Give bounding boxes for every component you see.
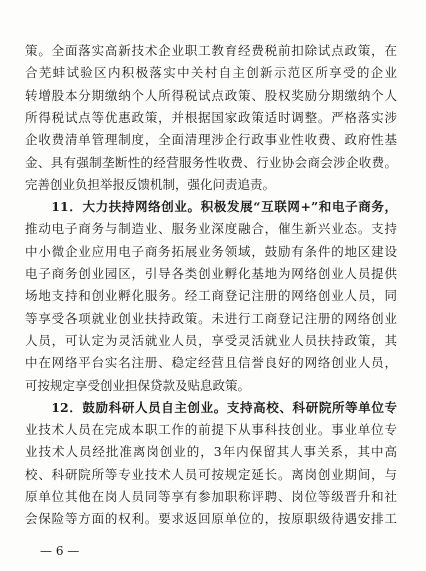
text-line: 业技术人员在完成本职工作的前提下从事科技创业。事业单位专 [25, 422, 397, 438]
text-line: 场地支持和创业孵化服务。经工商登记注册的网络创业人员，同 [25, 288, 397, 304]
page-number: — 6 — [40, 544, 80, 558]
text-line: 合芜蚌试验区内积极落实中关村自主创新示范区所享受的企业 [25, 65, 397, 81]
text-line: 人员，可认定为灵活就业人员，享受灵活就业人员扶持政策，其 [25, 332, 397, 348]
text-line: 校、科研院所等专业技术人员可按规定延长。离岗创业期间，与 [25, 466, 397, 482]
section-heading: 11．大力扶持网络创业。积极发展“互联网+”和电子商务， [25, 199, 397, 215]
text-line: 金、具有强制垄断性的经营服务性收费、行业协会商会涉企收费。 [25, 154, 397, 170]
text-line: 完善创业负担举报反馈机制，强化问责追责。 [25, 176, 276, 192]
section-heading: 12．鼓励科研人员自主创业。支持高校、科研院所等单位专 [25, 399, 397, 415]
text-line: 企收费清单管理制度，全面清理涉企行政事业性收费、政府性基 [25, 132, 397, 148]
text-line: 可按规定享受创业担保贷款及贴息政策。 [25, 377, 251, 393]
text-line: 会保险等方面的权利。要求返回原单位的，按原职级待遇安排工 [25, 511, 397, 527]
text-line: 所得税试点等优惠政策，并根据国家政策适时调整。严格落实涉 [25, 109, 397, 125]
text-line: 原单位其他在岗人员同等享有参加职称评聘、岗位等级晋升和社 [25, 489, 397, 504]
text-line: 等享受各项就业创业扶持政策。未进行工商登记注册的网络创业 [25, 310, 397, 326]
text-line: 转增股本分期缴纳个人所得税试点政策、股权奖励分期缴纳个人 [25, 87, 397, 103]
text-line: 业技术人员经批准离岗创业的，3年内保留其人事关系，其中高 [25, 444, 397, 460]
text-line: 中在网络平台实名注册、稳定经营且信誉良好的网络创业人员， [25, 355, 397, 371]
text-line: 推动电子商务与制造业、服务业深度融合，催生新兴业态。支持 [25, 221, 397, 237]
text-line: 策。全面落实高新技术企业职工教育经费税前扣除试点政策，在 [25, 43, 397, 58]
text-line: 中小微企业应用电子商务拓展业务领域，鼓励有条件的地区建设 [25, 243, 397, 259]
text-line: 电子商务创业园区，引导各类创业孵化基地为网络创业人员提供 [25, 266, 397, 281]
